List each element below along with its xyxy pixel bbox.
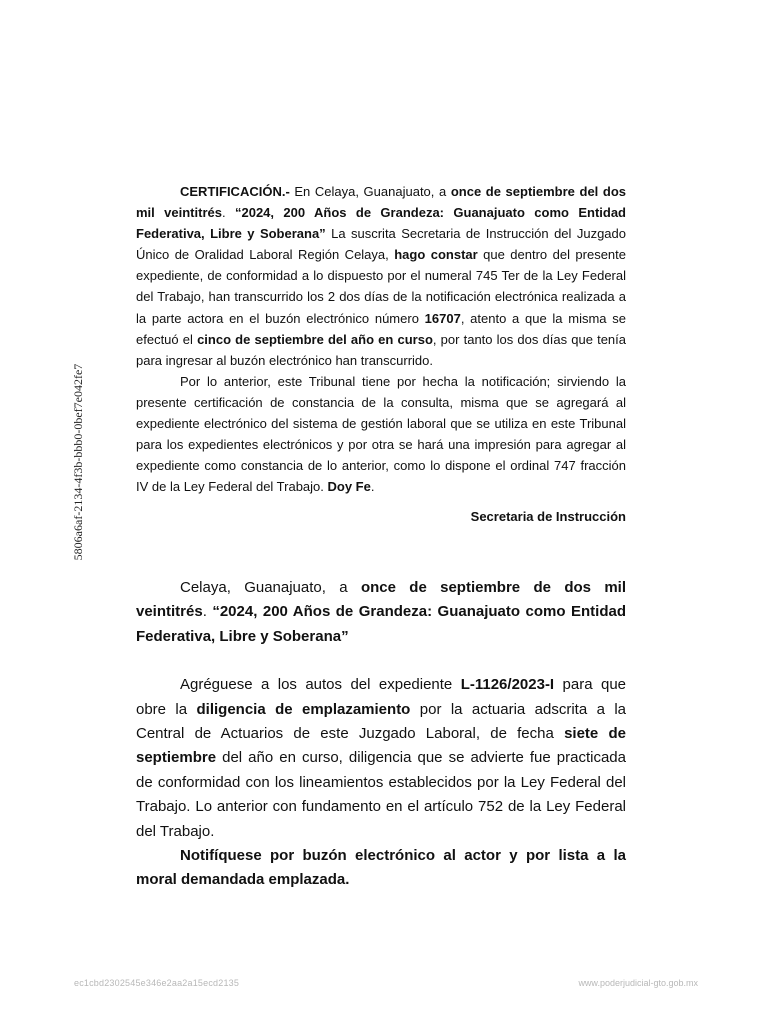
- certification-paragraph-1: CERTIFICACIÓN.- En Celaya, Guanajuato, a once de septiembre del dos mil veintitrés. “2024, 200 Años de Grandeza: Guanajuato como Entidad Federativa, Libre y Soberana” La suscrita Secretaria de Instrucción del Juzgado Único de Oralidad Laboral Región Celaya, hago constar que dentro del presente expediente, de conformidad a lo dispuesto por el numeral 745 Ter de la Ley Federal del Trabajo, han transcurrido los 2 dos días de la notificación electrónica realizada a la parte actora en el buzón electrónico número 16707, atento a que la misma se efectuó el cinco de septiembre del año en curso, por tanto los dos días que tenía para ingresar al buzón electrónico han transcurrido.: [136, 184, 626, 368]
- agreement-paragraph-2: Agréguese a los autos del expediente L-1126/2023-I para que obre la diligencia de emplazamiento por la actuaria adscrita a la Central de Actuarios de este Juzgado Laboral, de fecha siete de septiembre del año en curso, diligencia que se advierte fue practicada de conformidad con los lineamientos establecidos por la Ley Federal del Trabajo. Lo anterior con fundamento en el artículo 752 de la Ley Federal del Trabajo.: [136, 676, 627, 840]
- signature-label: Secretaria de Instrucción: [470, 509, 626, 525]
- document-id-vertical: 5806a6af-2134-4f3b-bbb0-0bef7e042fe7: [71, 363, 85, 561]
- agreement-section: [136, 576, 626, 893]
- footer-hash: ec1cbd2302545e346e2aa2a15ecd2135: [74, 978, 240, 988]
- footer-url: www.poderjudicial-gto.gob.mx: [578, 978, 698, 988]
- certification-section: [136, 181, 626, 528]
- agreement-paragraph-3: Notifíquese por buzón electrónico al actor y por lista a la moral demandada emplazada.: [136, 847, 626, 889]
- certification-paragraph-2: Por lo anterior, este Tribunal tiene por hecha la notificación; sirviendo la presente certificación de constancia de la consulta, misma que se agregará al expediente electrónico del sistema de gestión laboral que se utiliza en este Tribunal para los expedientes electrónicos y por otra se hará una impresión para agregar al expediente como constancia de lo anterior, como lo dispone el ordinal 747 fracción IV de la Ley Federal del Trabajo. Doy Fe.: [136, 373, 626, 495]
- agreement-paragraph-1: Celaya, Guanajuato, a once de septiembre de dos mil veintitrés. “2024, 200 Años de Grandeza: Guanajuato como Entidad Federativa, Libre y Soberana”: [136, 579, 626, 645]
